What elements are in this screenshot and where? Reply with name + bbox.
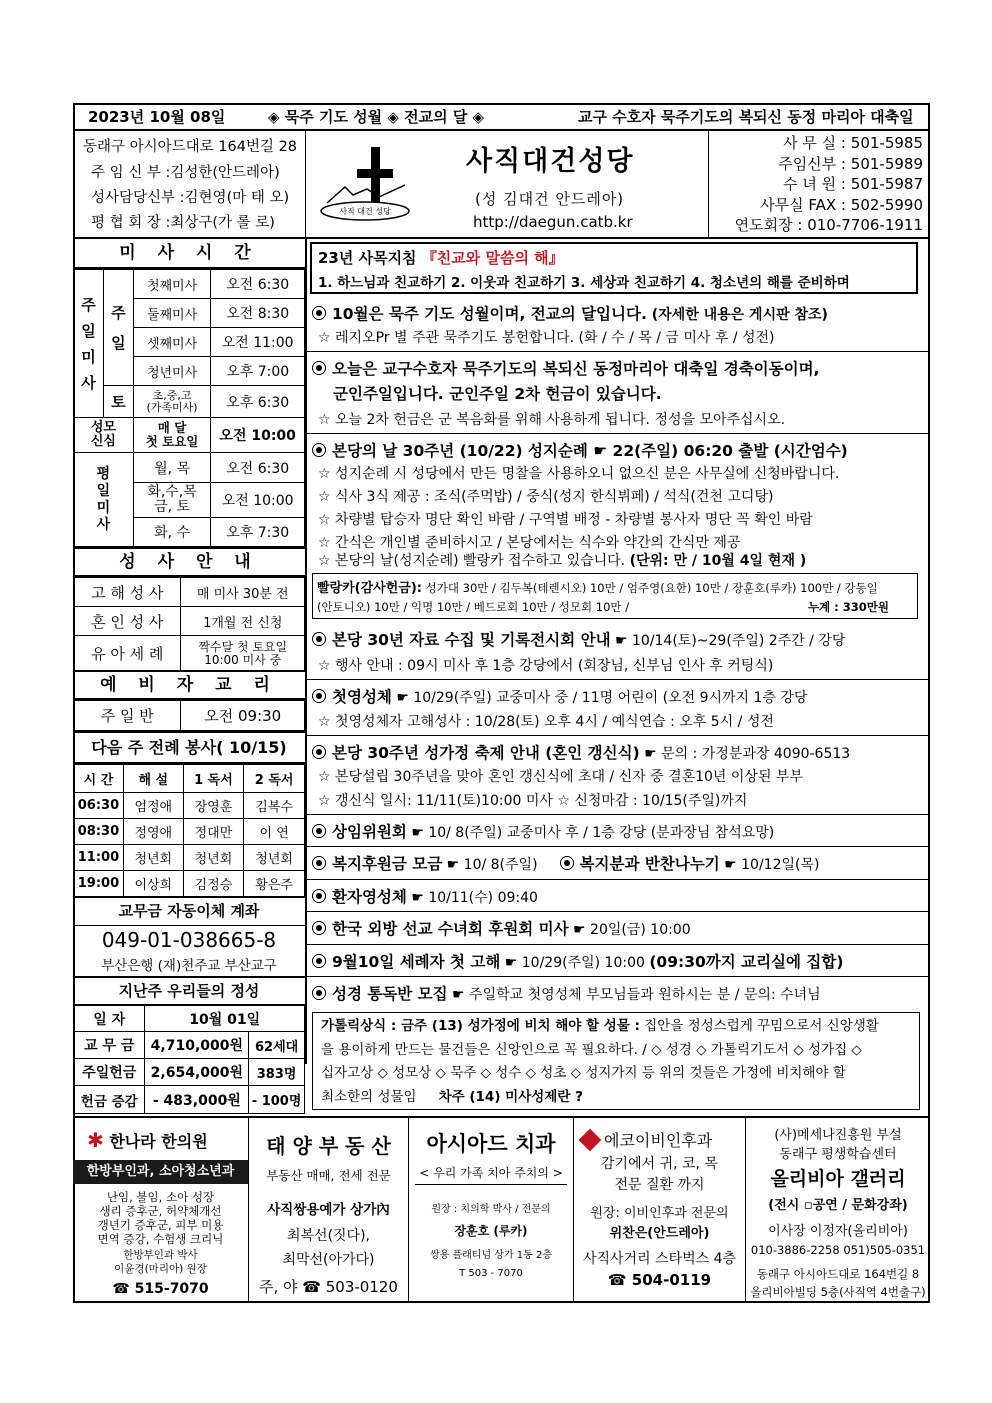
notice-6-detail: ☆ 갱신식 일시: 11/11(토)10:00 미사 ☆ 신청마감 : 10/15(주일)까지 xyxy=(318,793,748,809)
mass-times-title: 미 사 시 간 xyxy=(73,239,305,269)
header-bar xyxy=(73,103,930,131)
notice-10: 한국 외방 선교 수녀회 후원회 미사 ☛ 20일(금) 10:00 xyxy=(312,917,691,939)
parish-url[interactable]: http://daegun.catb.kr xyxy=(473,213,633,231)
mass-name: 월, 목 xyxy=(133,453,211,483)
pastor-line: 주 임 신 부 :김성한(안드레아) xyxy=(91,165,280,181)
parish-address: 동래구 아시아드대로 164번길 28 xyxy=(83,139,298,155)
notice-2-cont: 군인주일입니다. 군인주일 2차 헌금이 있습니다. xyxy=(333,385,662,403)
servers-title: 다음 주 전례 봉사( 10/15) xyxy=(73,731,305,764)
mass-name: 화,수,목 금, 토 xyxy=(133,483,211,518)
table-row: 19:00 이상희 김정승 황은주 xyxy=(74,871,305,897)
notice-9: 환자영성체 ☛ 10/11(수) 09:40 xyxy=(312,885,538,907)
mass-time: 오전 10:00 xyxy=(211,483,305,518)
parish-name: 사직대건성당 xyxy=(466,146,635,177)
notice-7: 상임위원회 ☛ 10/ 8(주일) 교중미사 후 / 1층 강당 (분과장님 참석요망) xyxy=(312,820,774,842)
contact-convent: 수 녀 원 : 501-5987 xyxy=(783,175,923,193)
notice-3: 본당의 날 30주년 (10/22) 성지순례 ☛ 22(주일) 06:20 출발 (시간엄수) xyxy=(312,439,848,461)
notice-3-detail: ☆ 식사 3식 제공 : 조식(주먹밥) / 중식(성지 한식뷔페) / 석식(건천 고디탕) xyxy=(318,489,774,505)
notice-11: 9월10일 세례자 첫 고해 ☛ 10/29(주일) 10:00 (09:30까지 교리실에 집합) xyxy=(312,950,843,972)
notice-12: 성경 통독반 모집 ☛ 주일학교 첫영성체 부모님들과 원하시는 분 / 문의: 수녀님 xyxy=(312,982,821,1004)
ad-dental: 아시아드 치과 < 우리 가족 치아 주치의 > 원장 : 치의학 박사 / 전문의 장훈호 (루카) 쌍용 플래티넘 상가 1동 2층 T 503 - 7070 xyxy=(409,1118,573,1303)
notice-8: 복지후원금 모금 ☛ 10/ 8(주일) 복지분과 반찬나누기 ☛ 10/12일(목) xyxy=(312,852,819,874)
catechumen-table: 주 일 반 오전 09:30 xyxy=(73,700,305,731)
notice-4: 본당 30년 자료 수집 및 기록전시회 안내 ☛ 10/14(토)~29(주일) 2주간 / 강당 xyxy=(312,628,845,650)
mass-time: 오후 7:00 xyxy=(211,357,305,386)
sacraments-title: 성 사 안 내 xyxy=(73,547,305,577)
palanca-box: 빨랑카(감사헌금): 성가대 30만 / 김두복(테렌시오) 10만 / 엄주영(요한) 10만 / 장훈호(루카) 100만 / 강동일 (안토니오) 10만 / 익명 10만 / 베드로회 10만 / 성모회 10만 / 누계 : 330만원 xyxy=(312,573,918,619)
notice-2: 오늘은 교구수호자 묵주기도의 복되신 동정마리아 대축일 경축이동이며, xyxy=(312,357,819,379)
contact-requiem: 연도회장 : 010-7706-1911 xyxy=(734,216,923,234)
notice-1-detail: ☆ 레지오Pr 별 주관 묵주기도 봉헌합니다. (화 / 수 / 목 / 금 미사 후 / 성전) xyxy=(318,330,775,346)
bulletin-date: 2023년 10월 08일 xyxy=(88,107,226,126)
notice-3-detail: ☆ 성지순례 시 성당에서 만든 명찰을 사용하오니 없으신 분은 사무실에 신청바랍니다. xyxy=(318,466,840,482)
account-title: 교무금 자동이체 계좌 xyxy=(73,896,305,926)
account-number: 049-01-038665-8 xyxy=(101,928,277,952)
parish-patron: (성 김대건 안드레아) xyxy=(475,190,625,208)
mass-name: 청년미사 xyxy=(133,357,211,386)
first-saturday-name: 매 달 첫 토요일 xyxy=(133,418,211,453)
sunday-label: 주 일 xyxy=(103,270,133,386)
contact-office: 사 무 실 : 501-5985 xyxy=(783,134,923,152)
motto-title: 23년 사목지침 『친교와 말씀의 해』 xyxy=(318,249,564,267)
notice-5: 첫영성체 ☛ 10/29(주일) 교중미사 중 / 11명 어린이 (오전 9시까지 1층 강당 xyxy=(312,685,807,707)
table-row: 08:30 정영애 정대만 이 연 xyxy=(74,819,305,845)
parish-header xyxy=(73,131,930,239)
offering-table: 일 자 10월 01일 교 무 금 4,710,000원 62세대 주일헌금 2,654,000원 383명 헌금 증감 - 483,000원 - 100명 xyxy=(73,1005,305,1114)
ad-hanbang-clinic: ✱ 한나라 한의원 한방부인과, 소아청소년과 난임, 불임, 소아 성장 생리 증후군, 허약체개선 갱년기 증후군, 피부 미용 면역 증강, 수험생 크리닉 한방부인과 박사 이윤경(마리아) 원장 ☎ 515-7070 xyxy=(73,1118,248,1303)
weekday-mass-label: 평 일 미 사 xyxy=(74,453,134,547)
mass-times-table xyxy=(73,269,305,547)
flower-icon: ✱ xyxy=(87,1128,104,1152)
mass-time: 오전 11:00 xyxy=(211,328,305,357)
parish-logo xyxy=(317,145,415,225)
mass-name: 초,중,고 (가족미사) xyxy=(133,386,211,418)
mass-time: 오후 7:30 xyxy=(211,518,305,547)
mass-time: 오후 6:30 xyxy=(211,386,305,418)
saturday-label: 토 xyxy=(103,386,133,418)
mass-name: 둘째미사 xyxy=(133,299,211,328)
notice-2-detail: ☆ 오늘 2차 헌금은 군 복음화를 위해 사용하게 됩니다. 정성을 모아주십시오. xyxy=(318,412,786,428)
notice-3-detail: ☆ 간식은 개인별 준비하시고 / 본당에서는 식수와 약간의 간식만 제공 xyxy=(318,535,741,551)
ad-realestate: 태 양 부 동 산 부동산 매매, 전세 전문 사직쌍용예가 상가內 최복선(짓다), 최막선(아가다) 주, 야 ☎ 503-0120 xyxy=(259,1134,398,1296)
mass-time: 오전 6:30 xyxy=(211,270,305,299)
contact-fax: 사무실 FAX : 502-5990 xyxy=(760,195,923,214)
liturgical-theme: ◈ 묵주 기도 성월 ◈ 전교의 달 ◈ xyxy=(268,107,485,126)
table-row: 11:00 청년회 청년회 청년회 xyxy=(74,845,305,871)
logo-text: 사직 대건 성당 xyxy=(339,207,391,216)
table-row: 06:30 엄정애 장영훈 김복수 xyxy=(74,793,305,819)
servers-table: 시 간 해 설 1 독서 2 독서 06:30 엄정애 장영훈 김복수 08:30 정영애 정대만 이 연 11:00 청년회 청년회 청년회 19:00 이상희 김정승 황은주 xyxy=(73,764,305,897)
catholic-knowledge-box: 가톨릭상식 : 금주 (13) 성가정에 비치 해야 할 성물 : 집안을 정성스럽게 꾸밈으로서 신앙생활 을 용이하게 만드는 물건들은 신앙인으로 꼭 필요하다. / ◇ 성경 ◇ 가톨릭기도서 ◇ 성가집 ◇ 십자고상 ◇ 성모상 ◇ 묵주 ◇ 성수 ◇ 성초 ◇ 성지가지 등 위의 것들은 가정에 비치해야 할 최소한의 성물임 차주 (14) 미사성제란 ? xyxy=(312,1012,920,1110)
notice-3-detail: ☆ 본당의 날(성지순례) 빨랑카 접수하고 있습니다. (단위: 만 / 10월 4일 현재 ) xyxy=(318,553,807,569)
ad-gallery: (사)메세나진흥원 부설 동래구 평생학습센터 올리비아 갤러리 (전시 ▫공연 / 문화강좌) 이사장 이정자(올리비아) 010-3886-2258 051)505-0351 동래구 아시아드대로 164번길 8 올리비아빌딩 5층(사직역 4번출구) xyxy=(750,1128,926,1299)
ad1-title: ✱ 한나라 한의원 xyxy=(87,1128,208,1152)
mass-name: 셋째미사 xyxy=(133,328,211,357)
ad-ent-clinic: 에코이비인후과 감기에서 귀, 코, 목 전문 질환 까지 원장: 이비인후과 전문의 위찬은(안드레아) 사직사거리 스타벅스 4층 ☎ 504-0119 xyxy=(574,1118,745,1303)
notice-5-detail: ☆ 첫영성체자 고해성사 : 10/28(토) 오후 4시 / 예식연습 : 오후 5시 / 성전 xyxy=(318,714,774,730)
motto-items: 1. 하느님과 친교하기 2. 이웃과 친교하기 3. 세상과 친교하기 4. 청소년의 해를 준비하며 xyxy=(318,275,850,291)
council-line: 평 협 회 장 :최상구(가 롤 로) xyxy=(91,215,275,231)
account-bank: 부산은행 (재)천주교 부산교구 xyxy=(101,958,277,974)
notice-1: 10월은 묵주 기도 성월이며, 전교의 달입니다. (자세한 내용은 게시판 참조) xyxy=(312,302,828,324)
ads-strip xyxy=(73,1116,930,1303)
marian-devotion-label: 성모 신심 xyxy=(74,418,134,453)
table-row: 교 무 금 4,710,000원 62세대 xyxy=(74,1032,305,1059)
sacraments-table: 고 해 성 사 매 미사 30분 전 혼 인 성 사 1개월 전 신청 유 아 세 례 짝수달 첫 토요일 10:00 미사 중 xyxy=(73,577,305,672)
ad4-title: 에코이비인후과 xyxy=(582,1128,712,1151)
contact-pastor: 주임신부 : 501-5989 xyxy=(778,154,923,173)
sunday-mass-label: 주 일 미 사 xyxy=(74,270,104,418)
mass-name: 첫째미사 xyxy=(133,270,211,299)
table-row: 주일헌금 2,654,000원 383명 xyxy=(74,1059,305,1086)
assistant-line: 성사담당신부 :김현영(마 태 오) xyxy=(91,190,290,206)
notice-4-detail: ☆ 행사 안내 : 09시 미사 후 1층 강당에서 (회장님, 신부님 인사 후 커팅식) xyxy=(318,658,774,674)
mass-time: 오전 6:30 xyxy=(211,453,305,483)
catechumen-title: 예 비 자 교 리 xyxy=(73,670,305,700)
notice-6-detail: ☆ 본당설립 30주년을 맞아 혼인 갱신식에 초대 / 신자 중 결혼10년 이상된 부부 xyxy=(318,769,803,785)
notice-6: 본당 30주년 성가정 축제 안내 (혼인 갱신식) ☛ 문의 : 가정분과장 4090-6513 xyxy=(312,741,850,763)
feast-title: 교구 수호자 묵주기도의 복되신 동정 마리아 대축일 xyxy=(578,107,914,126)
mass-time: 오전 8:30 xyxy=(211,299,305,328)
table-row: 헌금 증감 - 483,000원 - 100명 xyxy=(74,1086,305,1114)
offering-title: 지난주 우리들의 정성 xyxy=(73,976,305,1006)
notice-3-detail: ☆ 차량별 탑승자 명단 확인 바람 / 구역별 배정 - 차량별 봉사자 명단 꼭 확인 바람 xyxy=(318,512,813,528)
clinic-logo-icon xyxy=(579,1129,602,1152)
first-saturday-time: 오전 10:00 xyxy=(211,418,305,453)
mass-name: 화, 수 xyxy=(133,518,211,547)
pastoral-motto-box xyxy=(310,242,918,294)
contact-list xyxy=(713,133,923,236)
